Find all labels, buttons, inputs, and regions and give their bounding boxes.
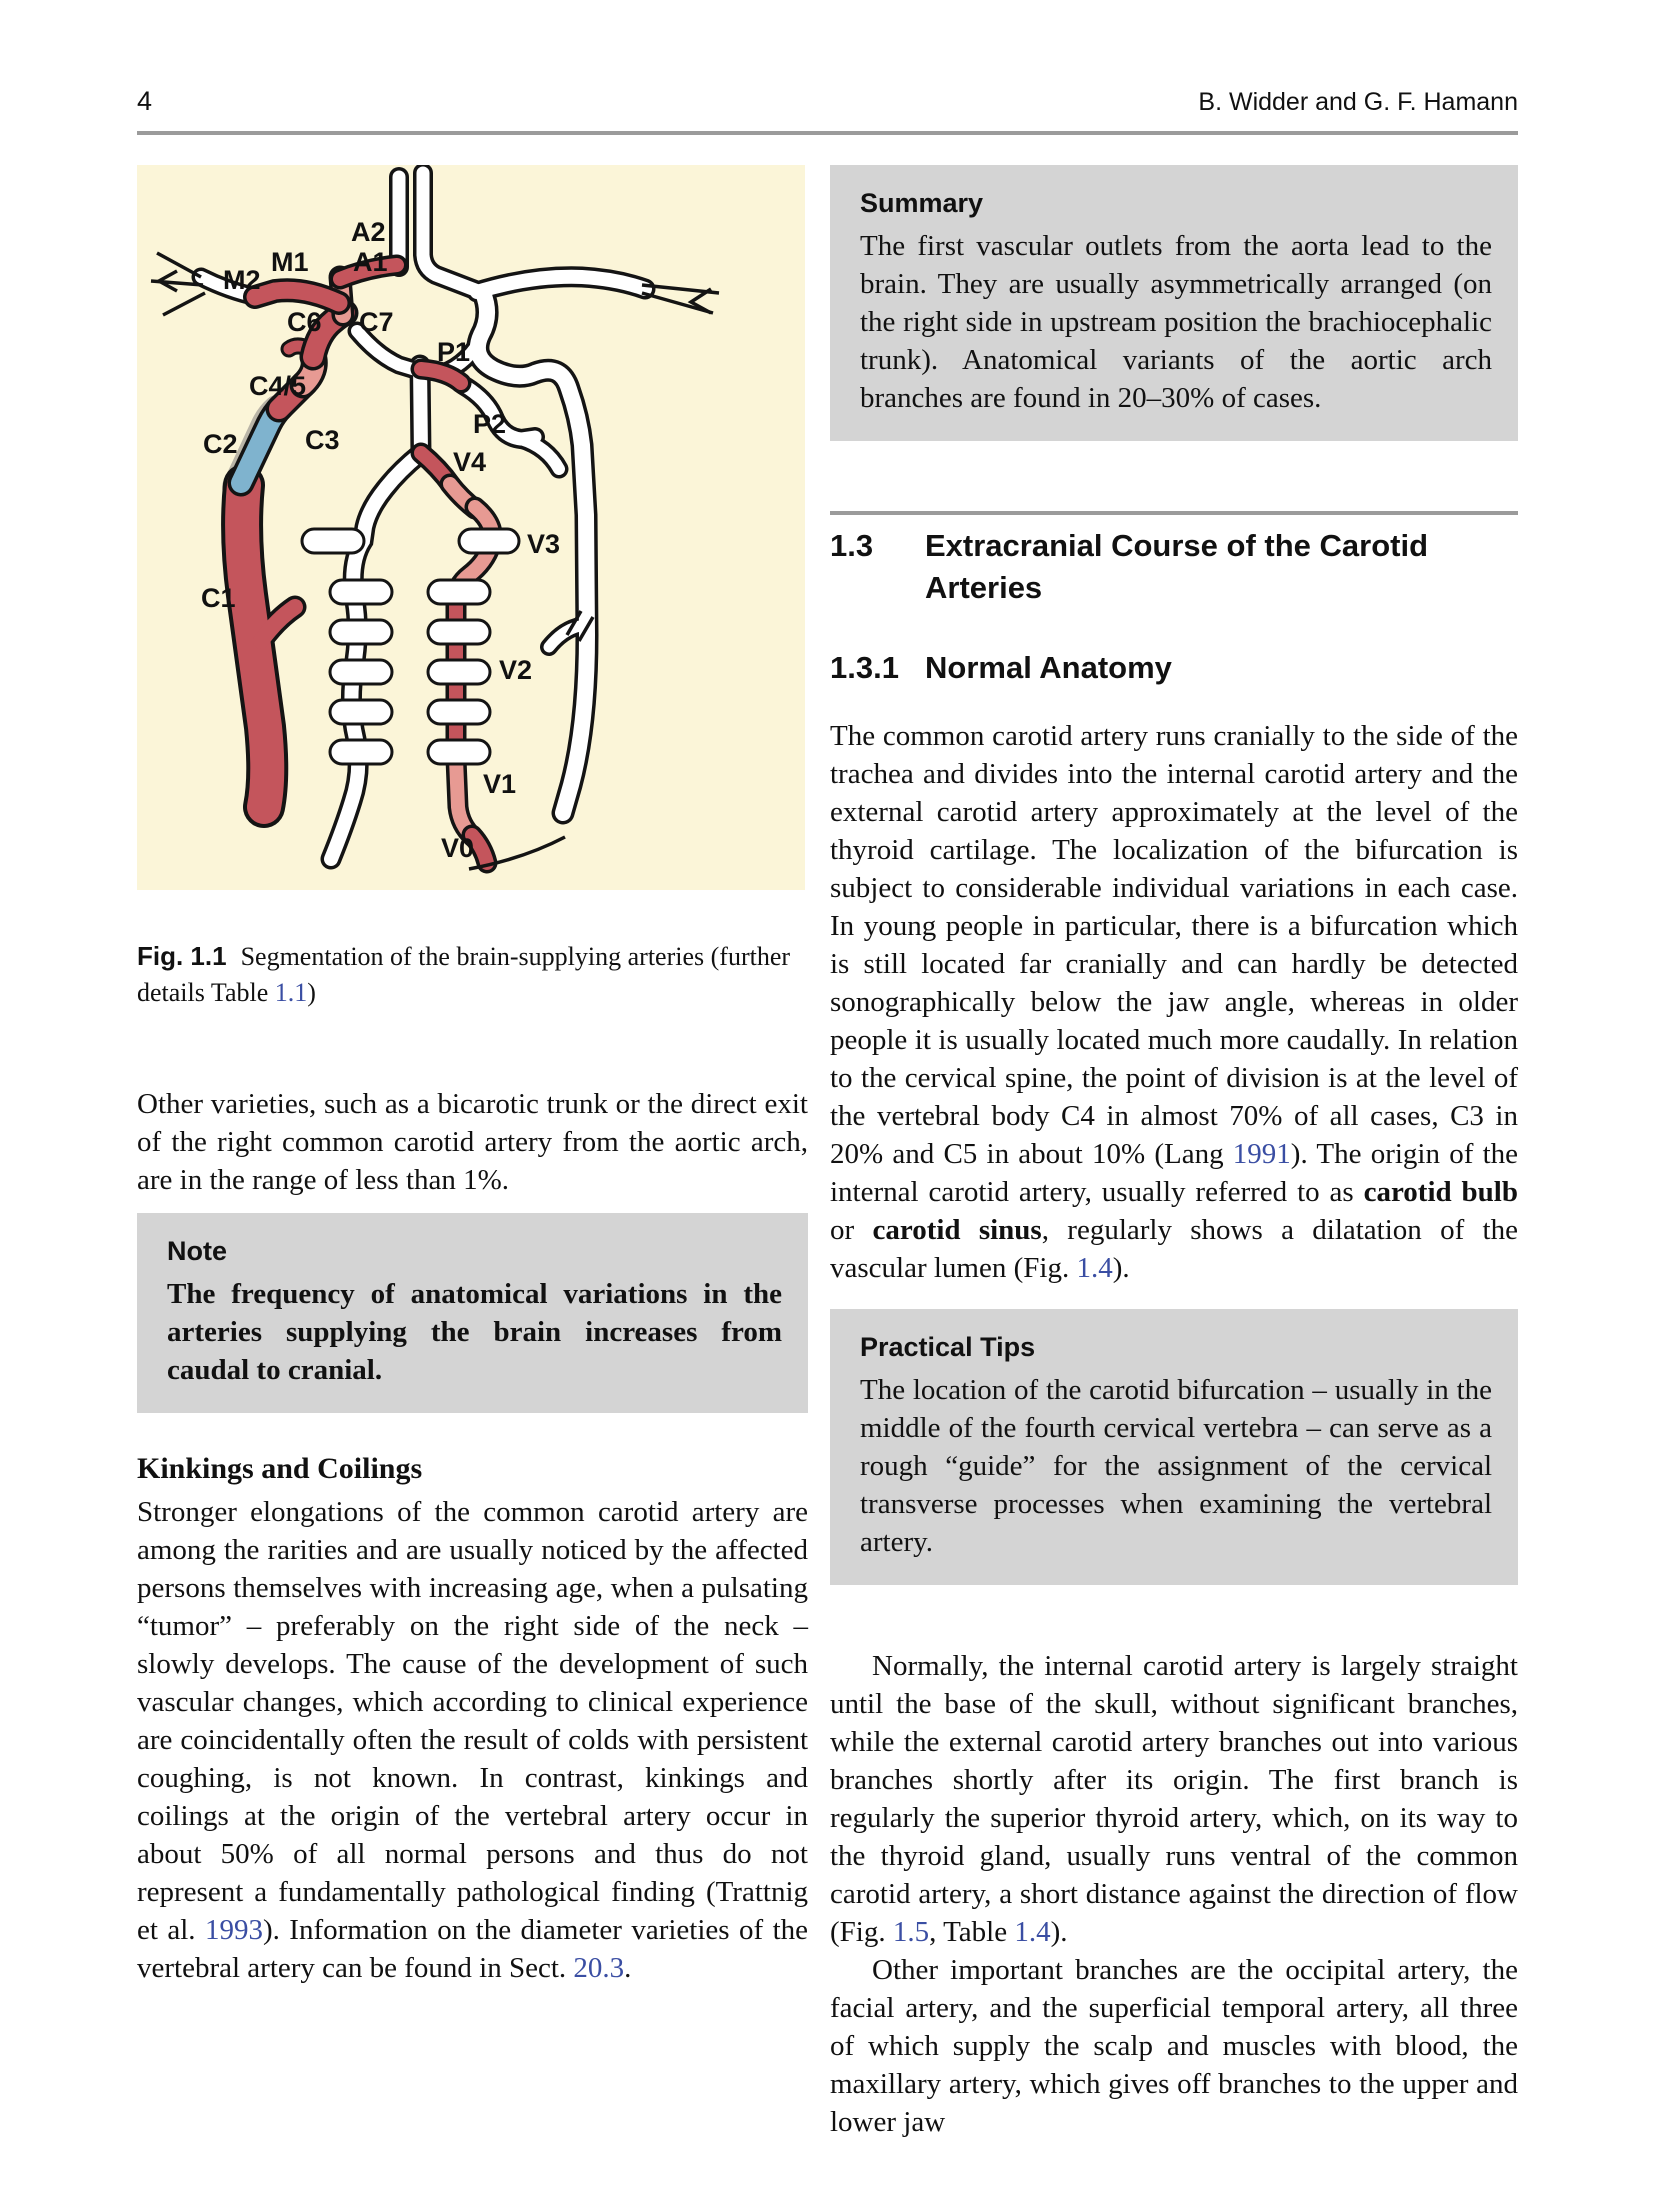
tips-heading: Practical Tips [860, 1332, 1036, 1362]
summary-box [830, 165, 1518, 441]
link-sect-20-3[interactable]: 20.3 [573, 1952, 625, 1984]
section-rule [830, 511, 1518, 515]
link-fig-1-4[interactable]: 1.4 [1076, 1252, 1113, 1284]
artery-label-v0: V0 [441, 833, 475, 863]
artery-label-p1: P1 [437, 337, 471, 367]
kinkings-paragraph [137, 1493, 808, 1987]
artery-label-c6: C6 [287, 307, 322, 337]
artery-label-v2: V2 [499, 655, 533, 685]
link-lang-1991[interactable]: 1991 [1232, 1138, 1291, 1170]
caption-link-table-1-1[interactable]: 1.1 [274, 978, 308, 1007]
kinkings-text-2: ). Information on the diameter varieties of the vertebral artery can be found in Sect. [137, 1914, 809, 1984]
note-text: The frequency of anatomical variations in the arteries supplying the brain increases from caudal to cranial. [167, 1278, 782, 1386]
right-column [830, 160, 1518, 2141]
artery-label-c7: C7 [359, 307, 394, 337]
normally-text-2: , Table [929, 1916, 1015, 1948]
section-1-3-1-number: 1.3.1 [830, 650, 899, 685]
artery-label-m2: M2 [223, 265, 261, 295]
artery-label-p2: P2 [473, 409, 507, 439]
normally-paragraph [830, 1647, 1518, 1951]
other-branches-paragraph: Other important branches are the occipital artery, the facial artery, and the superficial temporal artery, all three of which supply the scalp and muscles with blood, the maxillary artery, which gives off branches to the upper and lower jaw [830, 1954, 1518, 2138]
running-head: B. Widder and G. F. Hamann [1198, 88, 1518, 116]
artery-label-v1: V1 [483, 769, 517, 799]
kinkings-heading: Kinkings and Coilings [137, 1452, 423, 1485]
artery-label-a2: A2 [351, 217, 386, 247]
kinkings-text-3: . [624, 1952, 632, 1984]
artery-label-a1: A1 [353, 247, 388, 277]
figure-caption-text: Segmentation of the brain-supplying arteries (further details Table [137, 942, 791, 1007]
link-fig-1-5[interactable]: 1.5 [892, 1916, 930, 1948]
page-number: 4 [137, 86, 153, 116]
left-column [137, 160, 808, 1987]
practical-tips-box [830, 1309, 1518, 1585]
anatomy-text-2: ). The origin of the internal carotid artery, usually referred to as [830, 1138, 1518, 1208]
section-1-3-heading [830, 525, 1518, 609]
figure-panel [137, 165, 805, 890]
section-1-3-1-heading [830, 647, 1518, 689]
anatomy-text-3: or [830, 1214, 873, 1246]
varieties-paragraph: Other varieties, such as a bicarotic trunk or the direct exit of the right common carotid artery from the aortic arch, are in the range of less than 1%. [137, 1088, 808, 1196]
artery-label-v4: V4 [453, 447, 487, 477]
summary-text: The first vascular outlets from the aorta lead to the brain. They are usually asymmetrically arranged (on the right side in upstream position the brachiocephalic trunk). Anatomical variants of the aortic arch branches are found in 20–30% of cases. [860, 230, 1492, 414]
kinkings-text-1: Stronger elongations of the common carotid artery are among the rarities and are usually noticed by the affected persons themselves with increasing age, when a pulsating “tumor” – preferably on the right side of the neck – slowly develops. The cause of the development of such vascular changes, which according to clinical experience are coincidentally often the result of colds with persistent coughing, is not known. In contrast, kinkings and coilings at the origin of the vertebral artery occur in about 50% of all normal persons and thus do not represent a fundamentally pathological finding (Trattnig et al. [137, 1496, 808, 1946]
note-heading: Note [167, 1236, 227, 1266]
section-1-3-title: Extracranial Course of the Carotid Arteries [925, 528, 1429, 605]
figure-caption-close: ) [307, 978, 316, 1007]
artery-label-c1: C1 [201, 583, 236, 613]
anatomy-text-4: , regularly shows a dilatation of the vascular lumen (Fig. [830, 1214, 1518, 1284]
figure-caption [137, 938, 808, 1011]
note-box [137, 1213, 808, 1413]
artery-label-c3: C3 [305, 425, 340, 455]
anatomy-paragraph [830, 717, 1518, 1287]
artery-label-v3: V3 [527, 529, 561, 559]
anatomy-text-1: The common carotid artery runs cranially to the side of the trachea and divides into the internal carotid artery and the external carotid artery approximately at the level of the thyroid cartilage. The localization of the bifurcation is subject to considerable individual variations in each case. In young people in particular, there is a bifurcation which is still located far cranially and can hardly be detected sonographically below the jaw angle, whereas in older people it is usually located much more caudally. In relation to the cervical spine, the point of division is at the level of the vertebral body C4 in almost 70% of all cases, C3 in 20% and C5 in about 10% (Lang [830, 720, 1518, 1170]
section-1-3-number: 1.3 [830, 528, 874, 563]
link-table-1-4[interactable]: 1.4 [1014, 1916, 1051, 1948]
section-1-3-1-title: Normal Anatomy [925, 650, 1172, 685]
bold-carotid-bulb: carotid bulb [1363, 1176, 1518, 1208]
bold-carotid-sinus: carotid sinus [872, 1214, 1042, 1246]
link-trattnig-1993[interactable]: 1993 [204, 1914, 263, 1946]
normally-text-3: ). [1050, 1916, 1068, 1948]
normally-text-1: Normally, the internal carotid artery is largely straight until the base of the skull, without significant branches, while the external carotid artery branches out into various branches shortly after its origin. The first branch is regularly the superior thyroid artery, which, on its way to the thyroid gland, usually runs ventral of the common carotid artery, a short distance against the direction of flow (Fig. [830, 1650, 1518, 1948]
artery-label-c2: C2 [203, 429, 238, 459]
header-rule [137, 131, 1518, 135]
summary-heading: Summary [860, 188, 984, 218]
tips-text: The location of the carotid bifurcation – usually in the middle of the fourth cervical vertebra – can serve as a rough “guide” for the assignment of the cervical transverse processes when examining the vertebral artery. [860, 1374, 1492, 1558]
anatomy-text-5: ). [1112, 1252, 1130, 1284]
artery-label-m1: M1 [271, 247, 309, 277]
figure-caption-label: Fig. 1.1 [137, 941, 227, 971]
artery-diagram [137, 165, 805, 890]
artery-label-c45: C4/5 [249, 371, 307, 401]
